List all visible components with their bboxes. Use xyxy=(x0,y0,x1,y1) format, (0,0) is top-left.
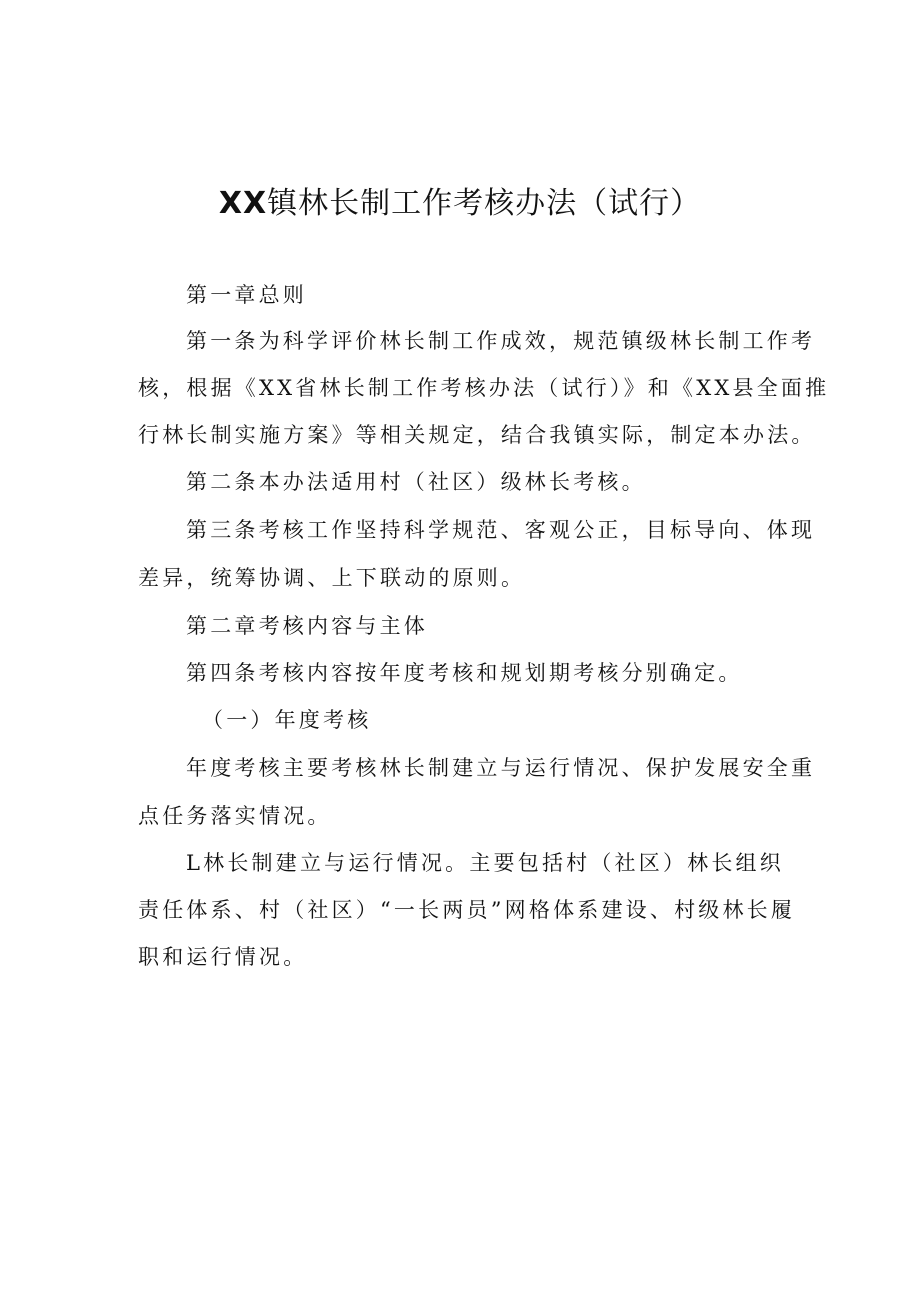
section-heading: （一）年度考核 xyxy=(202,708,372,732)
paragraph-line: 职和运行情况。 xyxy=(138,945,308,969)
paragraph-line: 第三条考核工作坚持科学规范、客观公正，目标导向、体现 xyxy=(186,518,816,542)
paragraph-line: 第四条考核内容按年度考核和规划期考核分别确定。 xyxy=(186,661,743,685)
chapter-heading: 第二章考核内容与主体 xyxy=(186,614,428,638)
title-prefix: XX xyxy=(218,186,268,221)
paragraph-line: 点任务落实情况。 xyxy=(138,804,332,828)
paragraph-line: 第一条为科学评价林长制工作成效，规范镇级林长制工作考 xyxy=(186,329,816,353)
chapter-heading: 第一章总则 xyxy=(186,283,307,307)
paragraph-line: 行林长制实施方案》等相关规定，结合我镇实际，制定本办法。 xyxy=(138,423,816,447)
paragraph-line: 核，根据《XX省林长制工作考核办法（试行）》和《XX县全面推 xyxy=(138,376,830,400)
document-title xyxy=(0,178,920,222)
paragraph-line: L林长制建立与运行情况。主要包括村（社区）林长组织 xyxy=(186,851,784,875)
paragraph-line: 差异，统筹协调、上下联动的原则。 xyxy=(138,566,526,590)
title-text: 镇林长制工作考核办法（试行） xyxy=(267,186,702,221)
paragraph-line: 第二条本办法适用村（社区）级林长考核。 xyxy=(186,470,646,494)
paragraph-line: 年度考核主要考核林长制建立与运行情况、保护发展安全重 xyxy=(186,756,816,780)
paragraph-line: 责任体系、村（社区）“一长两员”网格体系建设、村级林长履 xyxy=(138,898,796,922)
